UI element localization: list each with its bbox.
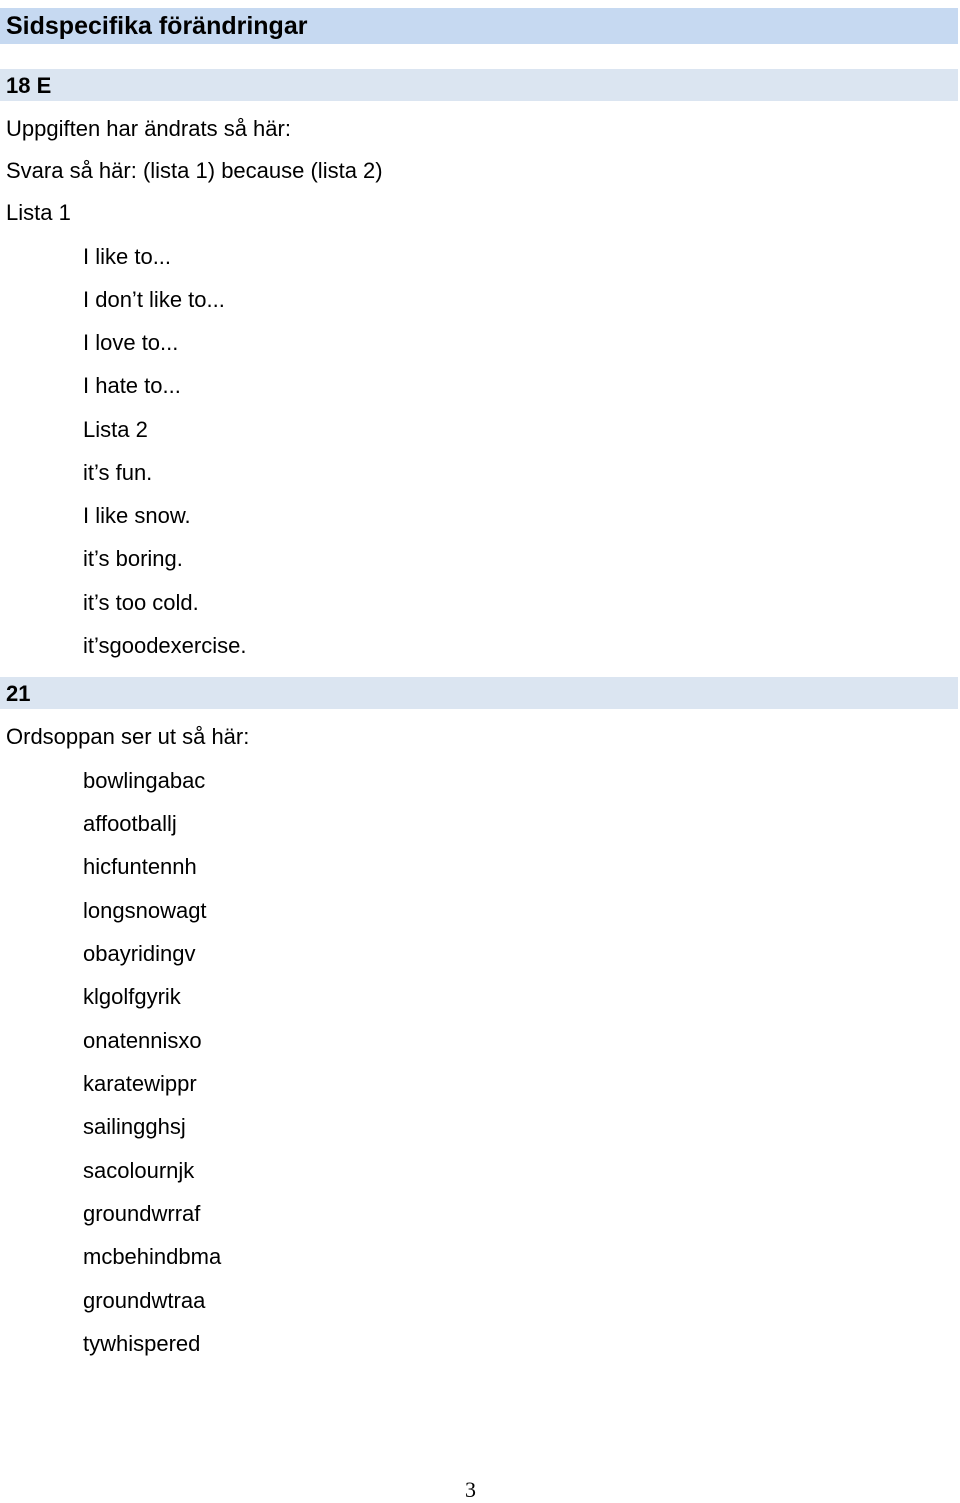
section-18e-intro: Uppgiften har ändrats så här:	[6, 116, 291, 141]
section-18e-instruction: Svara så här: (lista 1) because (lista 2)	[6, 158, 383, 183]
list2-item: it’s too cold.	[83, 590, 199, 615]
word-search-row: mcbehindbma	[83, 1244, 222, 1269]
word-search-row: sailingghsj	[83, 1114, 186, 1139]
list2-item: it’sgoodexercise.	[83, 633, 247, 658]
list1-item: I love to...	[83, 330, 179, 355]
word-search-row: sacolournjk	[83, 1158, 195, 1183]
section-heading-21: 21	[0, 677, 958, 709]
page-title: Sidspecifika förändringar	[0, 8, 958, 44]
list1-item: I like to...	[83, 244, 172, 269]
word-search-row: bowlingabac	[83, 768, 206, 793]
list1-item: I don’t like to...	[83, 287, 225, 312]
section-heading-18e: 18 E	[0, 69, 958, 101]
list1-label: Lista 1	[6, 200, 71, 225]
word-search-row: klgolfgyrik	[83, 984, 181, 1009]
section-21-intro: Ordsoppan ser ut så här:	[6, 724, 250, 749]
word-search-row: groundwrraf	[83, 1201, 201, 1226]
word-search-row: groundwtraa	[83, 1288, 206, 1313]
list1-item: I hate to...	[83, 373, 181, 398]
word-search-row: affootballj	[83, 811, 177, 836]
list2-item: it’s fun.	[83, 460, 153, 485]
word-search-row: tywhispered	[83, 1331, 201, 1356]
word-search-row: hicfuntennh	[83, 854, 197, 879]
list2-item: I like snow.	[83, 503, 191, 528]
word-search-row: onatennisxo	[83, 1028, 202, 1053]
word-search-row: karatewippr	[83, 1071, 197, 1096]
page-number: 3	[465, 1477, 476, 1502]
list2-label: Lista 2	[83, 417, 148, 442]
word-search-row: obayridingv	[83, 941, 196, 966]
word-search-row: longsnowagt	[83, 898, 207, 923]
list2-item: it’s boring.	[83, 546, 183, 571]
